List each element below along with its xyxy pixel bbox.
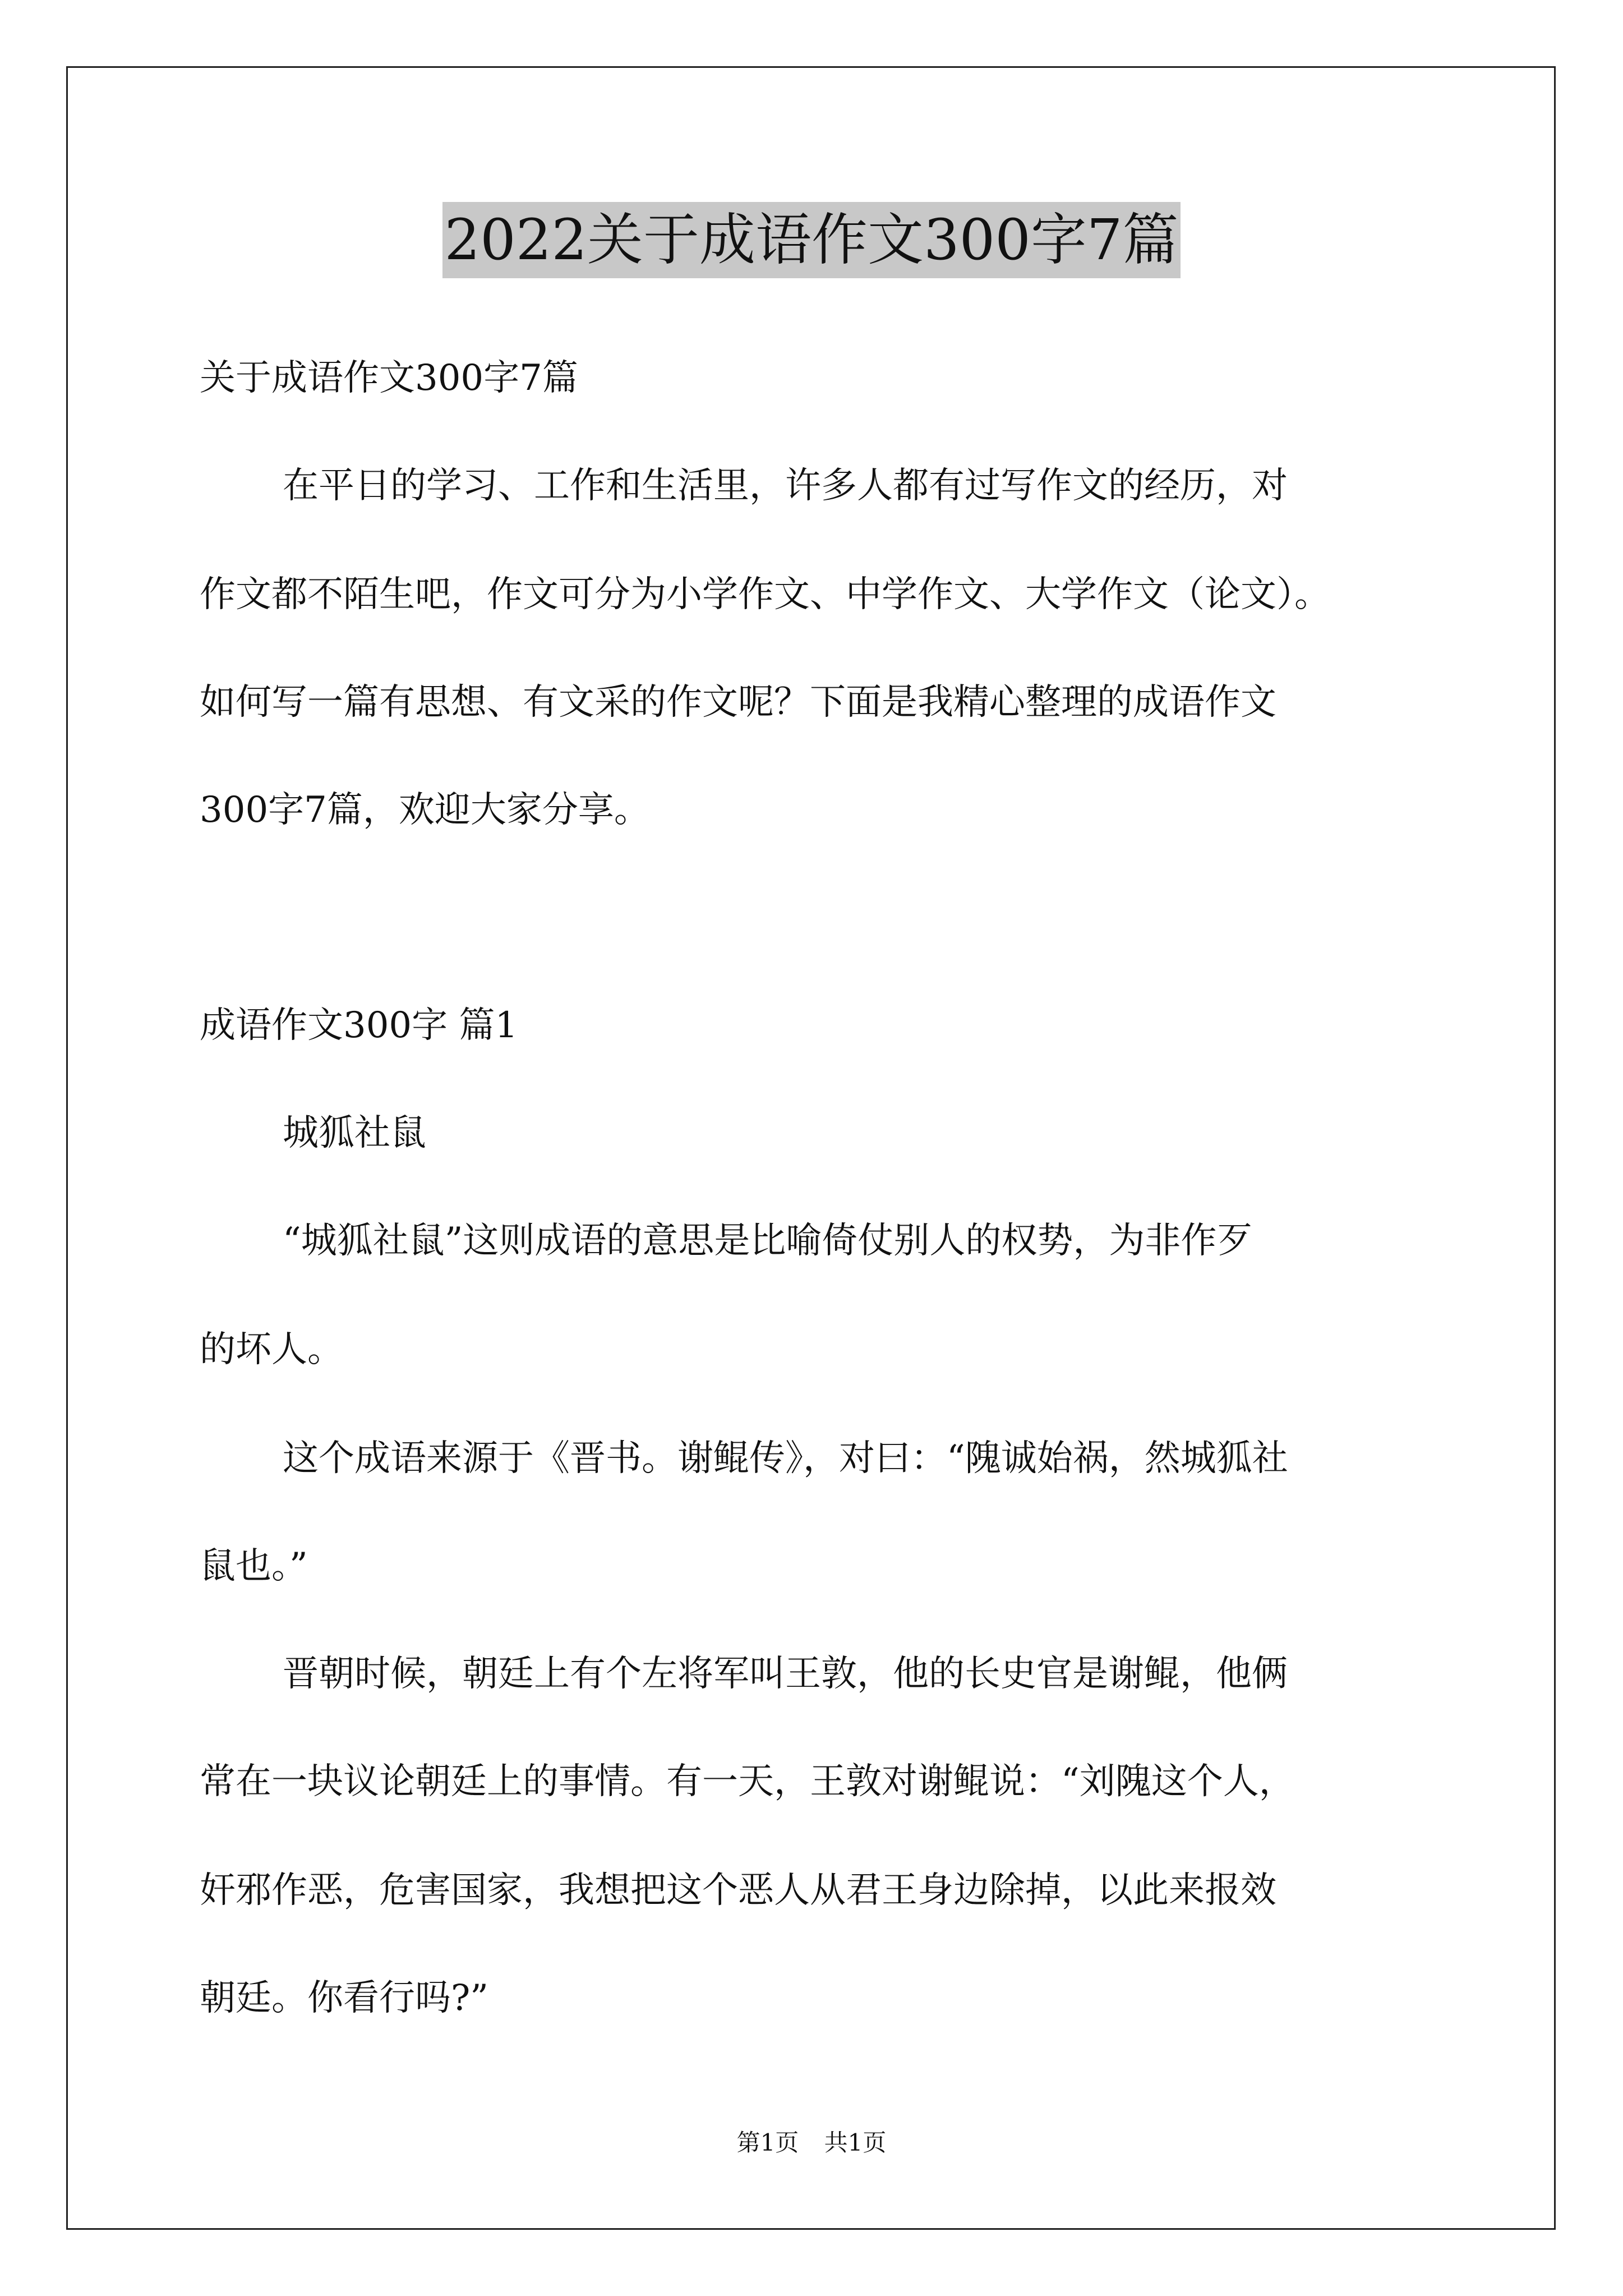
intro-line-1: 在平日的学习、工作和生活里，许多人都有过写作文的经历，对	[283, 465, 1288, 507]
body-line-6: 常在一块议论朝廷上的事情。有一天，王敦对谢鲲说：“刘隗这个人，	[200, 1761, 1295, 1802]
body-line-1: “城狐社鼠”这则成语的意思是比喻倚仗别人的权势，为非作歹	[283, 1220, 1253, 1262]
intro-line-3: 如何写一篇有思想、有文采的作文呢？下面是我精心整理的成语作文	[200, 682, 1276, 723]
section-heading: 成语作文300字 篇1	[200, 1005, 518, 1046]
body-line-3: 这个成语来源于《晋书。谢鲲传》，对曰：“隗诚始祸，然城狐社	[283, 1438, 1288, 1479]
body-line-5: 晋朝时候，朝廷上有个左将军叫王敦，他的长史官是谢鲲，他俩	[283, 1653, 1288, 1695]
idiom-title: 城狐社鼠	[283, 1112, 426, 1154]
body-line-7: 奸邪作恶，危害国家，我想把这个恶人从君王身边除掉，以此来报效	[200, 1870, 1276, 1911]
subtitle: 关于成语作文300字7篇	[200, 357, 578, 399]
body-line-4: 鼠也。”	[200, 1545, 308, 1587]
body-line-8: 朝廷。你看行吗?”	[200, 1977, 489, 2019]
body-line-2: 的坏人。	[200, 1329, 343, 1370]
page-footer	[0, 2127, 1623, 2159]
page-number: 第1页	[736, 2129, 799, 2156]
intro-line-4: 300字7篇，欢迎大家分享。	[200, 789, 650, 831]
document-title: 2022关于成语作文300字7篇	[442, 202, 1181, 278]
title-container	[0, 202, 1623, 278]
page-total: 共1页	[824, 2129, 887, 2156]
intro-line-2: 作文都不陌生吧，作文可分为小学作文、中学作文、大学作文（论文）。	[200, 574, 1330, 615]
